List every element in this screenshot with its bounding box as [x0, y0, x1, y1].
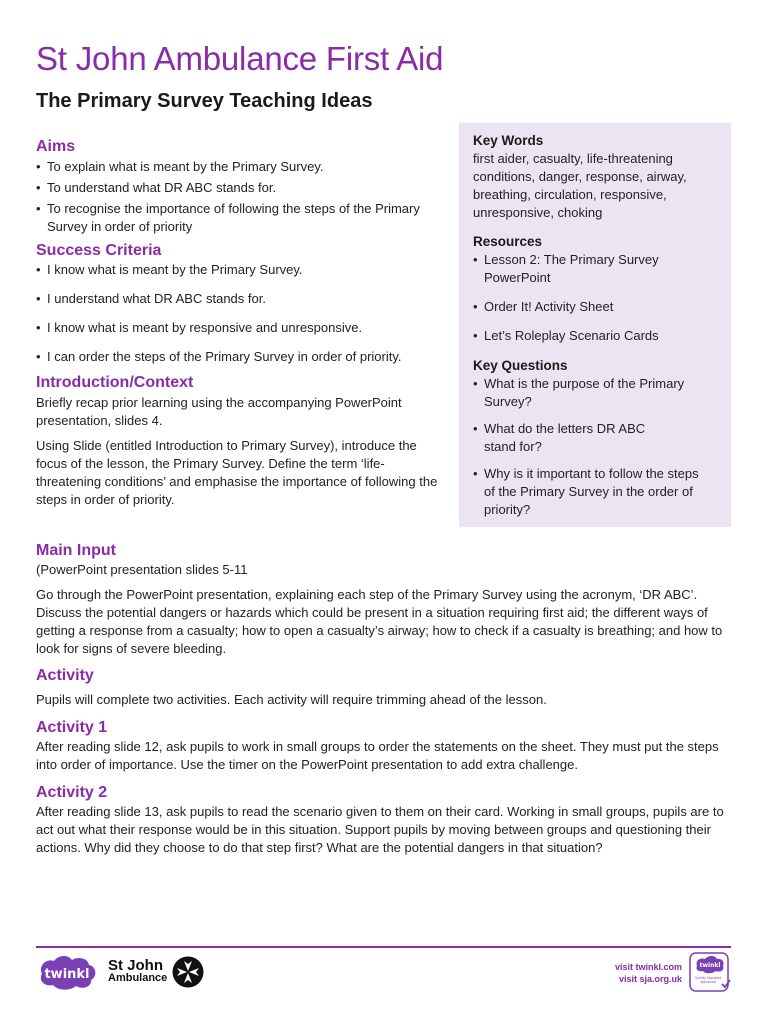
list-item: • I know what is meant by the Primary Survey. — [36, 261, 446, 279]
list-item: • To recognise the importance of following the steps of the Primary Survey in order of priority — [36, 200, 446, 236]
list-item: • I understand what DR ABC stands for. — [36, 290, 446, 308]
twinkl-logo-text: twinkl — [44, 967, 90, 982]
resources-list — [473, 251, 717, 345]
badge-caption: Quality Standard Approved — [694, 976, 722, 984]
key-questions-heading: Key Questions — [473, 358, 568, 373]
key-words-text: first aider, casualty, life-threatening conditions, danger, response, airway, breathing, circulation, responsive, unresponsive, choking — [473, 151, 687, 220]
list-item: • I can order the steps of the Primary Survey in order of priority. — [36, 348, 446, 366]
left-column — [36, 137, 446, 509]
list-item: • I know what is meant by responsive and unresponsive. — [36, 319, 446, 337]
resources-heading: Resources — [473, 234, 543, 249]
activity-1-heading: Activity 1 — [36, 719, 108, 736]
success-criteria-section — [36, 241, 446, 366]
page-subtitle: The Primary Survey Teaching Ideas — [36, 90, 373, 112]
full-width-column — [36, 541, 736, 857]
introduction-paragraph: Briefly recap prior learning using the accompanying PowerPoint presentation, slides 4. — [36, 395, 402, 428]
list-item: • What do the letters DR ABC stand for? — [473, 420, 717, 456]
list-item: • Lesson 2: The Primary Survey PowerPoint — [473, 251, 717, 287]
introduction-section — [36, 373, 446, 509]
badge-brand-text: twinkl — [699, 962, 721, 969]
sja-link[interactable]: visit sja.org.uk — [618, 974, 682, 984]
list-item: • To explain what is meant by the Primary Survey. — [36, 158, 446, 176]
twinkl-logo-icon — [36, 954, 98, 990]
activity-text: Pupils will complete two activities. Each activity will require trimming ahead of the lesson. — [36, 692, 547, 707]
key-questions-list — [473, 375, 717, 519]
list-item: • To understand what DR ABC stands for. — [36, 179, 446, 197]
key-words-heading: Key Words — [473, 133, 544, 148]
success-criteria-heading: Success Criteria — [36, 242, 162, 259]
list-item: • What is the purpose of the Primary Survey? — [473, 375, 717, 411]
list-item: • Why is it important to follow the steps of the Primary Survey in the order of priority? — [473, 465, 717, 519]
list-item: • Order It! Activity Sheet — [473, 298, 717, 316]
success-criteria-list — [36, 261, 446, 366]
activity-1-section — [36, 718, 736, 774]
activity-2-heading: Activity 2 — [36, 784, 108, 801]
list-item: • Let’s Roleplay Scenario Cards — [473, 327, 717, 345]
quality-badge-icon — [689, 952, 731, 992]
activity-2-text: After reading slide 13, ask pupils to read the scenario given to them on their card. Working in small groups, pupils are to act out what their response would be in this situation. Support pupils by moving between groups and questioning their actions. Why did they choose to do that step first? What are the potential dangers in that situation? — [36, 804, 724, 855]
footer-links — [560, 961, 682, 985]
page-title: St John Ambulance First Aid — [36, 40, 444, 77]
main-input-note: (PowerPoint presentation slides 5-11 — [36, 562, 248, 577]
aims-list — [36, 158, 446, 236]
sja-logo — [108, 956, 204, 988]
footer-divider — [36, 946, 731, 948]
activity-1-text: After reading slide 12, ask pupils to work in small groups to order the statements on the sheet. They must put the steps into order of importance. Use the timer on the PowerPoint presentation to add extra challenge. — [36, 739, 719, 772]
aims-section — [36, 137, 446, 236]
main-input-section — [36, 541, 736, 658]
introduction-heading: Introduction/Context — [36, 374, 194, 391]
activity-section — [36, 666, 736, 709]
sja-logo-line1: St John — [108, 957, 163, 974]
activity-2-section — [36, 783, 736, 857]
sidebar-panel — [459, 123, 731, 527]
activity-heading: Activity — [36, 667, 94, 684]
twinkl-link[interactable]: visit twinkl.com — [614, 962, 682, 972]
introduction-paragraph: Using Slide (entitled Introduction to Primary Survey), introduce the focus of the lesson, the Primary Survey. Define the term ‘life-threatening conditions’ and emphasise the importance of following the steps in order of priority. — [36, 438, 438, 507]
main-input-text: Go through the PowerPoint presentation, explaining each step of the Primary Survey using the acronym, ‘DR ABC’. Discuss the potential dangers or hazards which could be present in a situation requiring first aid; the different ways of getting a response from a casualty; how to open a casualty’s airway; how to check if a casualty is breathing; and how to look for signs of severe bleeding. — [36, 587, 723, 656]
aims-heading: Aims — [36, 138, 76, 155]
sja-logo-line2: Ambulance — [108, 972, 168, 984]
main-input-heading: Main Input — [36, 542, 116, 559]
maltese-cross-icon — [172, 956, 204, 988]
